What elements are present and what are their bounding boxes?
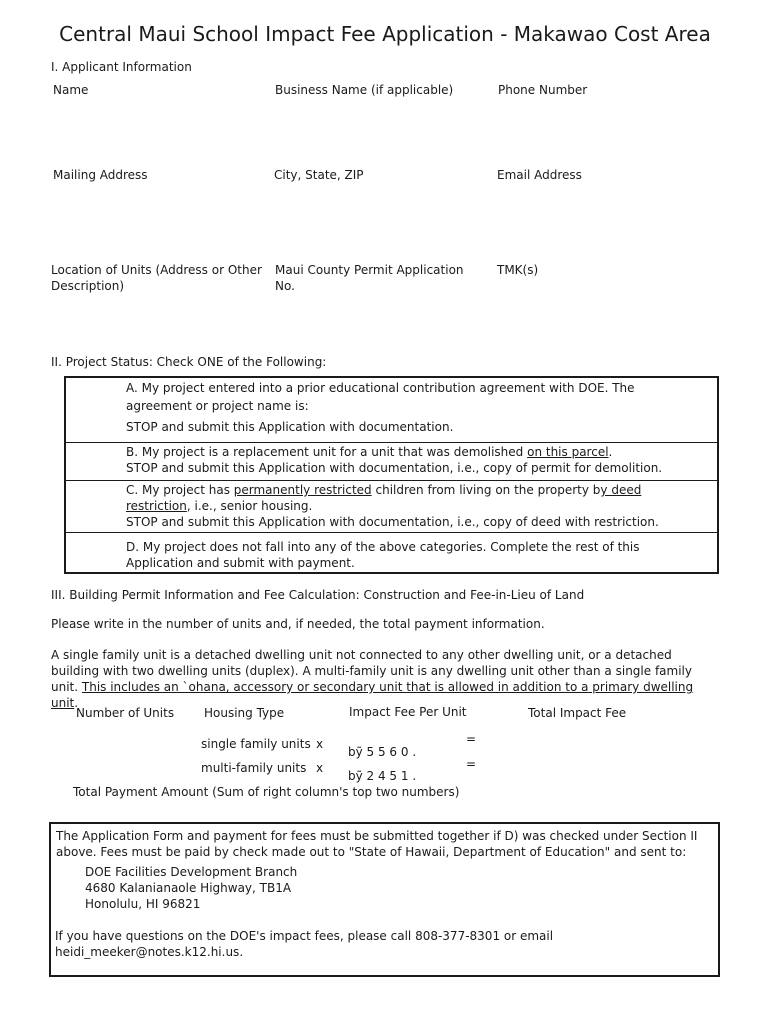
total-payment-label: Total Payment Amount (Sum of right column's top two numbers) (73, 785, 460, 799)
row-multi-type: multi-family units (201, 761, 307, 775)
row-multi-x: x (316, 761, 324, 775)
option-d[interactable] (66, 539, 717, 571)
option-c-end: , i.e., senior housing. (186, 499, 313, 513)
option-d-text: D. My project does not fall into any of the above categories. Complete the rest of this Application and submit with payment. (126, 540, 640, 570)
row-single-fee: bỹ 5 5 6 0 . (348, 745, 417, 759)
row-multi-eq: = (466, 757, 477, 771)
option-c-stop: STOP and submit this Application with documentation, i.e., copy of deed with restriction. (126, 515, 659, 529)
option-b-underline: on this parcel (527, 445, 609, 459)
divider (66, 532, 717, 533)
option-a[interactable] (66, 379, 717, 435)
divider (66, 480, 717, 481)
option-a-line1: A. My project entered into a prior educational contribution agreement with DOE. The (126, 381, 635, 395)
permit-label: Maui County Permit Application No. (275, 263, 464, 293)
address-line-1: DOE Facilities Development Branch (85, 865, 298, 879)
row-single-type: single family units (201, 737, 311, 751)
phone-label: Phone Number (498, 83, 588, 97)
option-b-stop: STOP and submit this Application with documentation, i.e., copy of permit for demolition. (126, 461, 663, 475)
option-c[interactable] (66, 482, 717, 530)
page-title: Central Maui School Impact Fee Application - Makawao Cost Area (59, 22, 711, 46)
row-multi-fee: bỹ 2 4 5 1 . (348, 769, 417, 783)
option-c-mid: children from living on the property b (371, 483, 601, 497)
mailing-address-label: Mailing Address (53, 168, 148, 182)
city-state-zip-label: City, State, ZIP (274, 168, 364, 182)
row-single-eq: = (466, 732, 477, 746)
instruction-text: Please write in the number of units and, if needed, the total payment information. (51, 617, 545, 631)
header-fee-per-unit: Impact Fee Per Unit (349, 705, 467, 719)
option-a-stop: STOP and submit this Application with documentation. (126, 420, 454, 434)
email-label: Email Address (497, 168, 582, 182)
definition-underline: This includes an `ohana, accessory or secondary unit that is allowed in addition to a primary dwelling unit (51, 680, 694, 710)
option-b-end: . (608, 445, 613, 459)
address-line-2: 4680 Kalanianaole Highway, TB1A (85, 881, 292, 895)
project-status-box (64, 376, 719, 574)
divider (66, 442, 717, 443)
address-line-3: Honolulu, HI 96821 (85, 897, 201, 911)
contact-text: If you have questions on the DOE's impact fees, please call 808-377-8301 or email heidi_meeker@notes.k12.hi.us. (55, 929, 554, 959)
location-label: Location of Units (Address or Other Description) (51, 263, 262, 293)
row-single-x: x (316, 737, 324, 751)
option-b[interactable] (66, 444, 717, 476)
definition-text (51, 647, 721, 711)
submission-text: The Application Form and payment for fees must be submitted together if D) was checked under Section II above. Fees must be paid by check made out to "State of Hawaii, Department of Education" and sent to: (56, 829, 698, 859)
option-c-text: C. My project has (126, 483, 234, 497)
section2-heading: II. Project Status: Check ONE of the Following: (51, 355, 327, 369)
tmk-label: TMK(s) (497, 263, 539, 277)
option-a-line2: agreement or project name is: (126, 399, 309, 413)
section1-heading: I. Applicant Information (51, 60, 192, 74)
header-housing-type: Housing Type (204, 706, 285, 720)
definition-part: A single family unit is a detached dwelling unit not connected to any other dwelling unit, or a detached building with two dwelling units (duplex). A multi-family unit is any dwelling unit other than a single family unit. (51, 648, 692, 694)
definition-end: . (74, 696, 79, 710)
header-units: Number of Units (76, 706, 175, 720)
option-b-text: B. My project is a replacement unit for a unit that was demolished (126, 445, 528, 459)
option-c-underline-1: permanently restricted (233, 483, 372, 497)
section3-heading: III. Building Permit Information and Fee Calculation: Construction and Fee-in-Lieu of Land (51, 588, 585, 602)
submission-info-box (49, 822, 720, 977)
header-total-fee: Total Impact Fee (528, 706, 627, 720)
name-label: Name (53, 83, 89, 97)
option-c-underline-2: y deed restriction (126, 483, 642, 513)
business-name-label: Business Name (if applicable) (275, 83, 454, 97)
